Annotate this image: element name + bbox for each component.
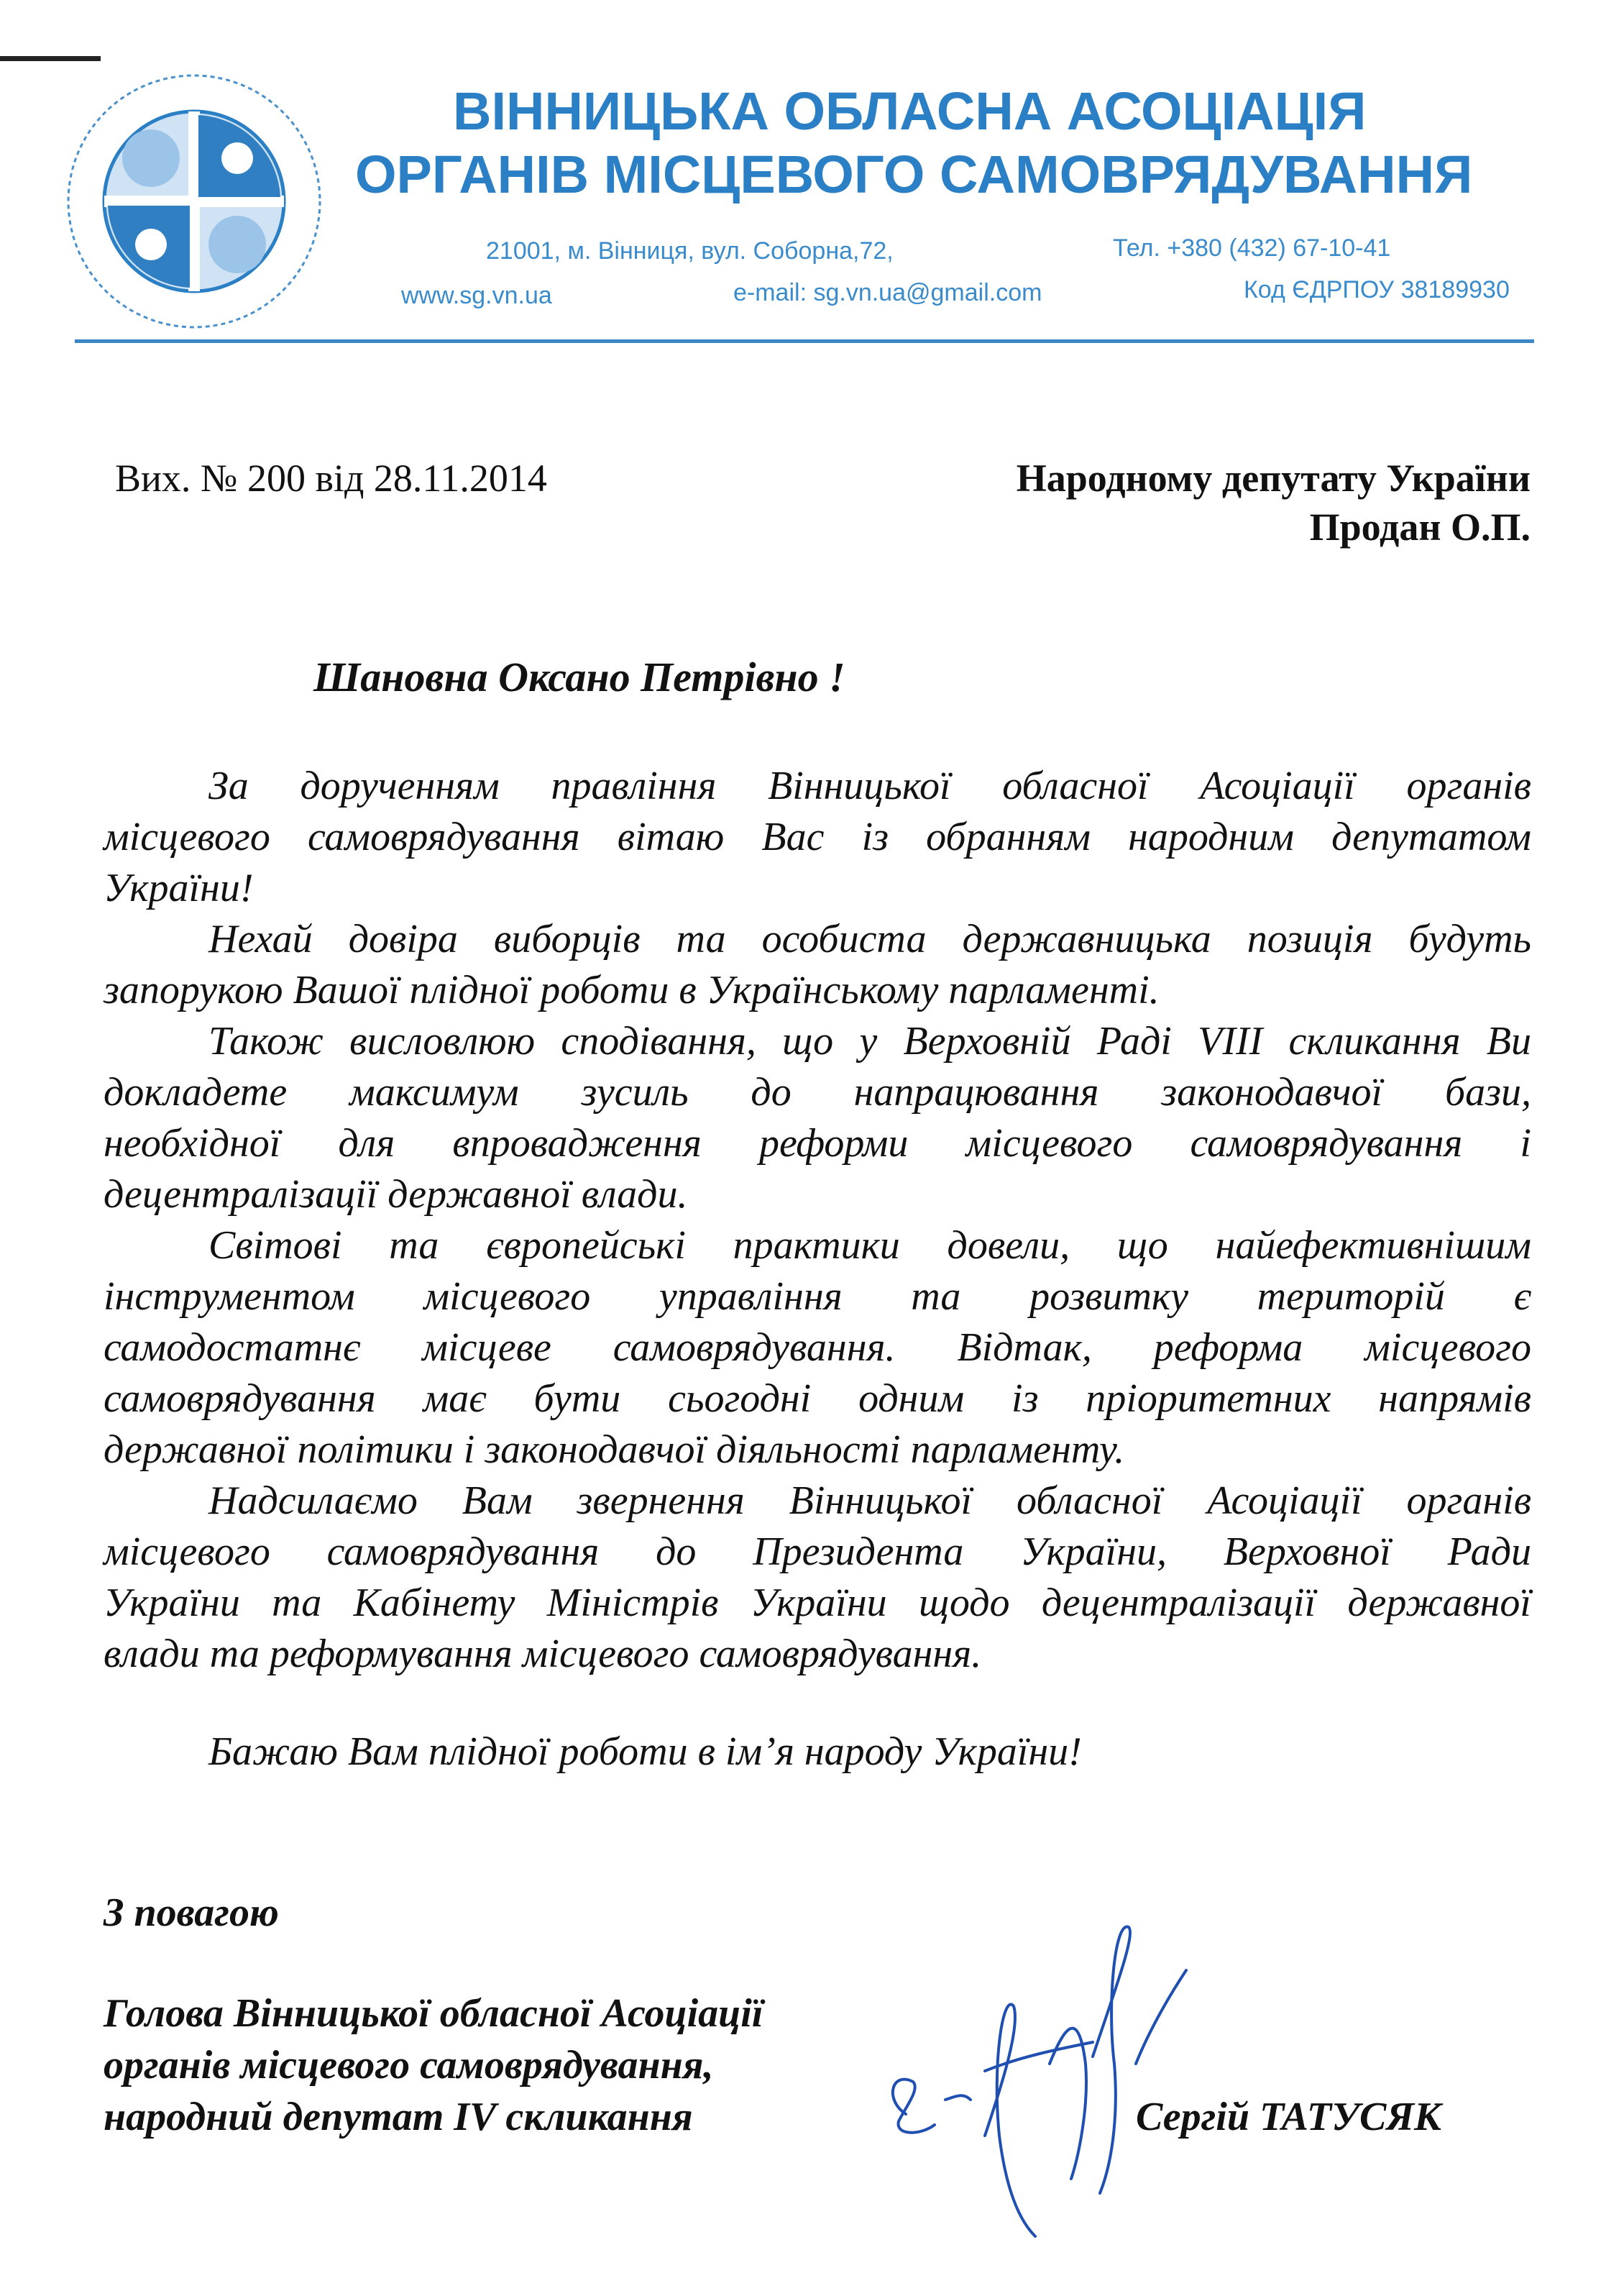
body-line: децентралізації державної влади. [104,1172,688,1217]
letter-body [104,761,1531,1680]
body-line: України! [104,866,254,910]
phone: Тел. +380 (432) 67-10-41 [1113,234,1391,262]
signatory-position [104,1988,763,2143]
salutation: Шановна Оксано Петрівно ! [313,654,845,700]
body-line: необхідної для впровадження реформи місцевого самоврядування і [104,1121,1531,1166]
position-line: органів місцевого самоврядування, [104,2043,714,2087]
body-line: Також висловлюю сподівання, що у Верховній Раді VIII скликання Ви [208,1019,1531,1064]
body-line: України та Кабінету Міністрів України щодо децентралізації державної [104,1581,1531,1625]
closing-wish: Бажаю Вам плідної роботи в ім’я народу України! [208,1729,1082,1774]
body-line: Надсилаємо Вам звернення Вінницької обласної Асоціації органів [208,1478,1531,1523]
letterhead-title-line2: ОРГАНІВ МІСЦЕВОГО САМОВРЯДУВАННЯ [355,145,1473,204]
body-line: докладете максимум зусиль до напрацювання законодавчої бази, [104,1070,1531,1115]
body-line: Світові та європейські практики довели, що найефективнішим [208,1223,1531,1268]
body-line: місцевого самоврядування до Президента України, Верховної Ради [104,1529,1531,1574]
address: 21001, м. Вінниця, вул. Соборна,72, [486,237,894,265]
body-line: державної політики і законодавчої діяльності парламенту. [104,1427,1125,1472]
letterhead-divider [75,339,1534,343]
edrpou-code: Код ЄДРПОУ 38189930 [1244,276,1510,303]
signatory-name: Сергій ТАТУСЯК [1136,2095,1441,2139]
recipient-line2: Продан О.П. [1309,506,1531,549]
body-line: самодостатнє місцеве самоврядування. Відтак, реформа місцевого [104,1325,1531,1370]
position-line: Голова Вінницької обласної Асоціації [104,1991,763,2036]
body-line: самоврядування має бути сьогодні одним із пріоритетних напрямів [104,1376,1531,1421]
outgoing-number: Вих. № 200 від 28.11.2014 [115,457,547,500]
website-link[interactable]: www.sg.vn.ua [401,282,552,309]
regards: З повагою [104,1890,279,1935]
handwritten-signature [877,1920,1251,2251]
recipient-line1: Народному депутату України [1016,457,1531,500]
body-line: Нехай довіра виборців та особиста державницька позиція будуть [208,917,1531,961]
association-logo [58,65,331,338]
scan-mark [0,56,101,61]
body-line: За дорученням правління Вінницької обласної Асоціації органів [208,764,1531,808]
position-line: народний депутат IV скликання [104,2095,693,2139]
body-line: інструментом місцевого управління та розвитку територій є [104,1274,1531,1319]
body-line: запорукою Вашої плідної роботи в Українському парламенті. [104,968,1160,1012]
body-line: влади та реформування місцевого самоврядування. [104,1632,982,1676]
letterhead-title-line1: ВІННИЦЬКА ОБЛАСНА АСОЦІАЦІЯ [453,81,1367,141]
email-link[interactable]: e-mail: sg.vn.ua@gmail.com [733,279,1042,306]
body-line: місцевого самоврядування вітаю Вас із обранням народним депутатом [104,815,1531,859]
